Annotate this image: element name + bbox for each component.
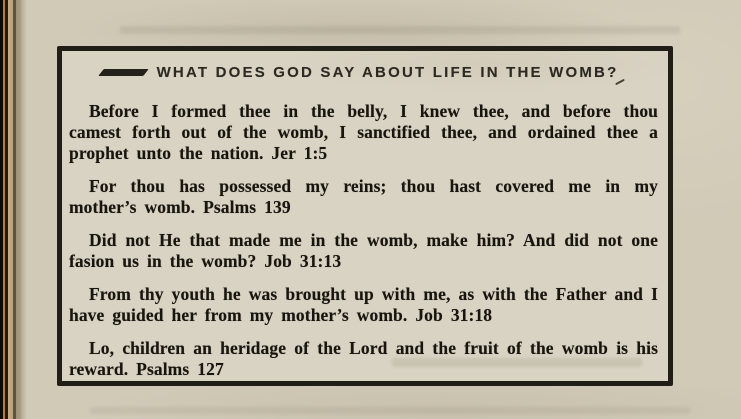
verse-reference: Job 31:13 xyxy=(264,251,342,271)
verse-paragraph xyxy=(69,230,658,272)
verse-paragraph xyxy=(69,176,658,218)
verse-text: For thou has possessed my reins; thou hast covered me in my mother’s womb. xyxy=(69,176,658,217)
verse-reference: Job 31:18 xyxy=(415,305,493,325)
box-title-row xyxy=(62,62,668,82)
verse-box xyxy=(57,46,673,386)
verse-text: Before I formed thee in the belly, I knew thee, and before thou camest forth out of the womb, I sanctified thee, and ordained thee a prophet unto the nation. xyxy=(69,101,658,163)
verse-text: Lo, children an heridage of the Lord and the fruit of the womb is his reward. xyxy=(69,338,658,379)
verse-list xyxy=(62,101,668,380)
verse-reference: Psalms 127 xyxy=(136,359,224,379)
showthrough-smudge-bottom xyxy=(90,407,690,414)
verse-paragraph xyxy=(69,101,658,164)
verse-text: Did not He that made me in the womb, make him? And did not one fasion us in the womb? xyxy=(69,230,658,271)
box-title: WHAT DOES GOD SAY ABOUT LIFE IN THE WOMB? xyxy=(156,63,619,81)
showthrough-smudge-inbox xyxy=(392,358,642,367)
verse-text: From thy youth he was brought up with me, as with the Father and I have guided her from my mother’s womb. xyxy=(69,284,658,325)
showthrough-smudge-top xyxy=(120,26,680,34)
verse-paragraph xyxy=(69,284,658,326)
dash-ornament-left-icon xyxy=(98,69,148,76)
verse-reference: Jer 1:5 xyxy=(271,143,328,163)
book-binding-edge xyxy=(0,0,27,419)
verse-reference: Psalms 139 xyxy=(203,197,291,217)
